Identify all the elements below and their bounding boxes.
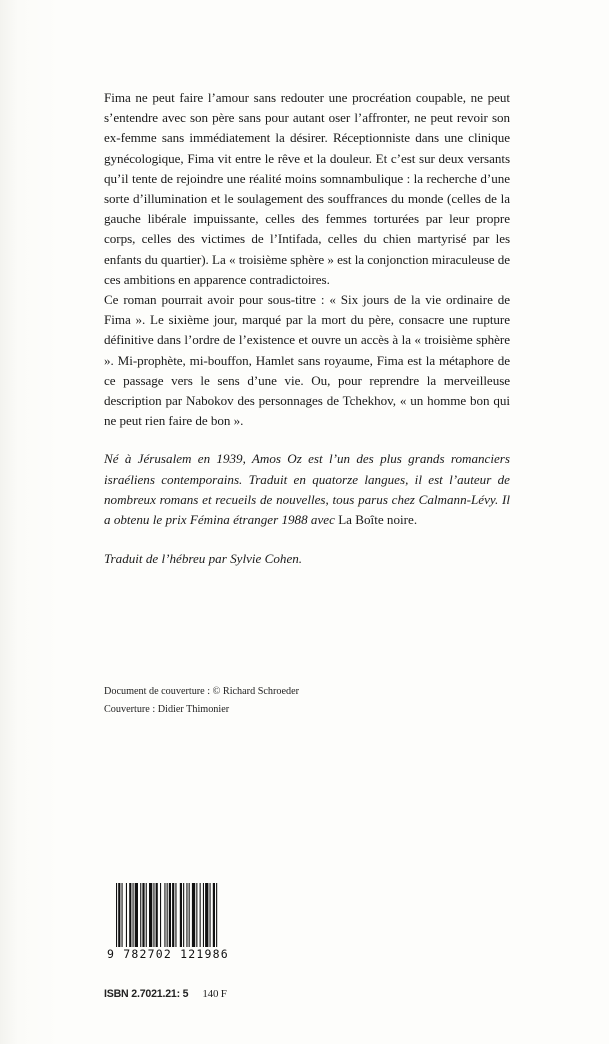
author-bio-text: Né à Jérusalem en 1939, Amos Oz est l’un des plus grands romanciers israéliens contemporains. Traduit en quatorze langues, il est l’auteur de nombreux romans et recueils de nouvelles, tous parus chez Calmann-Lévy. Il a obtenu le prix Fémina étranger 1988 avec bbox=[104, 451, 510, 528]
barcode-bar bbox=[213, 883, 215, 947]
back-cover-text bbox=[104, 88, 510, 583]
barcode-bar bbox=[216, 883, 217, 955]
barcode-bar bbox=[175, 883, 176, 947]
isbn-line bbox=[104, 988, 227, 1000]
barcode-bar bbox=[129, 883, 131, 947]
barcode-bar bbox=[156, 883, 158, 947]
barcode-bar bbox=[200, 883, 201, 947]
barcode-bar bbox=[183, 883, 184, 947]
barcode-bar bbox=[189, 883, 190, 947]
cover-credits bbox=[104, 683, 299, 719]
barcode-bar bbox=[205, 883, 208, 947]
isbn-number: ISBN 2.7021.21: 5 bbox=[104, 988, 189, 1000]
barcode-bar bbox=[167, 883, 168, 955]
cover-document-credit: Document de couverture : © Richard Schroeder bbox=[104, 686, 300, 697]
price: 140 F bbox=[202, 988, 227, 1000]
barcode-bar bbox=[192, 883, 195, 947]
barcode-bar bbox=[122, 883, 123, 947]
barcode-bar bbox=[196, 883, 197, 947]
barcode-bar bbox=[118, 883, 120, 955]
barcode-bar bbox=[160, 883, 161, 947]
barcode-bar bbox=[135, 883, 138, 947]
barcode-bar bbox=[116, 883, 117, 955]
author-bio bbox=[104, 449, 510, 530]
translator-credit: Traduit de l’hébreu par Sylvie Cohen. bbox=[104, 551, 303, 567]
author-bio-end: . bbox=[413, 512, 418, 528]
synopsis-paragraph-2: Ce roman pourrait avoir pour sous-titre : « Six jours de la vie ordinaire de Fima ». Le sixième jour, marqué par la mort du père, consacre une rupture définitive dans l’ordre de l’existence et ouvre un accès à la « troisième sphère ». Mi-prophète, mi-bouffon, Hamlet sans royaume, Fima est la métaphore de ce passage vers le sens d’une vie. Ou, pour reprendre la merveilleuse description par Nabokov des personnages de Tchekhov, « un homme bon qui ne peut rien faire de bon ». bbox=[104, 292, 510, 429]
barcode-bar bbox=[133, 883, 134, 947]
barcode-bars bbox=[116, 883, 252, 955]
barcode-bar bbox=[169, 883, 171, 955]
barcode-digits: 9 782702 121986 bbox=[104, 947, 257, 961]
barcode-bar bbox=[210, 883, 211, 947]
barcode-bar bbox=[142, 883, 144, 947]
barcode-bar bbox=[172, 883, 174, 947]
barcode-bar bbox=[149, 883, 152, 947]
barcode-bar bbox=[146, 883, 147, 947]
barcode-bar bbox=[180, 883, 182, 947]
synopsis-paragraph-1: Fima ne peut faire l’amour sans redouter une procréation coupable, ne peut s’entendre avec son père sans pour autant oser l’affronter, ne peut revoir son ex-femme sans immédiatement la désirer. Réceptionniste dans une clinique gynécologique, Fima vit entre le rêve et la douleur. Et c’est sur deux versants qu’il tente de rejoindre une réalité moins somnambulique : la recherche d’une sorte d’illumination et le soulagement des souffrances du monde (celles de la gauche libérale impuissante, celles des femmes torturées par leur propre corps, celles des victimes de l’Intifada, celles du chien martyrisé par les enfants du quartier). La « troisième sphère » est la conjonction miraculeuse de ces ambitions en apparence contradictoires. bbox=[104, 90, 510, 287]
barcode-bar bbox=[153, 883, 154, 947]
barcode-bar bbox=[126, 883, 127, 947]
barcode-bar bbox=[186, 883, 187, 947]
author-bio-book-title: La Boîte noire bbox=[338, 512, 414, 528]
cover-design-credit: Couverture : Didier Thimonier bbox=[104, 704, 230, 715]
barcode-bar bbox=[140, 883, 141, 947]
barcode bbox=[104, 883, 254, 973]
barcode-bar bbox=[203, 883, 204, 947]
barcode-bar bbox=[164, 883, 165, 947]
